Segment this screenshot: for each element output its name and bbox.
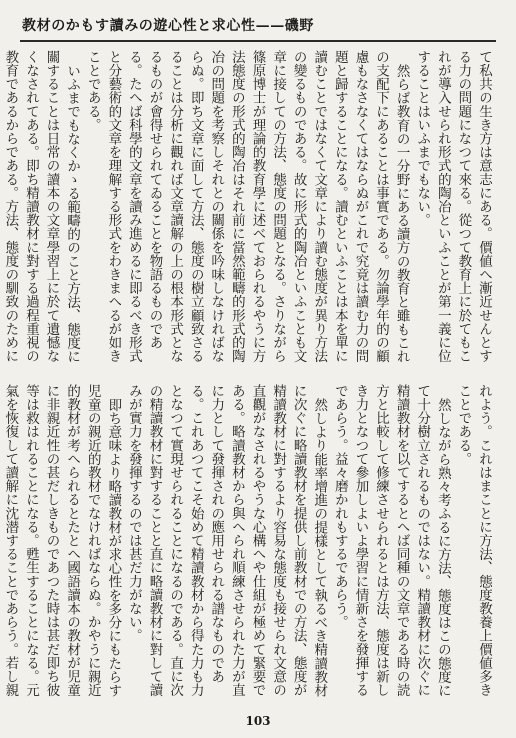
body-text	[2, 50, 494, 708]
paragraph: 然らば教育の一分野にある讀方の教育と雖もこれの支配下にあることは事實である。勿論學年的の顧慮もなさなくてはならぬがこれで究竟は讀む力の問題と歸することになる。讀むといふことは本を單に讀むことではなくて文章により讀む態度が異り方法の變るものである。故に形式的陶冶といふことも文章に接しての方法、態度の問題となる。さりながら篠原博士が理論的教育學に述べておられるやうに方法態度の形式的陶冶はそれ前に當然範疇的形式的陶冶の問題を考察しそれとの關係を吟味しなければならぬ。即ち文章に面して方法、態度の樹立顧致さるることは分析に觀れば文章讀解の上の根本形式となるものが會得せられてゐることを物語るものである。たへば科學的文章を讀み進めるに即るべき形式と分藝術的文章を理解する形式をわきまへるが如きことである。	[84, 50, 410, 363]
paragraph: いふまでもなくかゝる範疇的のこと方法、態度に關することは日常の讀本の文章學習上に於て遺憾なくなされてある。即ち精讀教材に對する過程重視の教育であるからである。方法、態度の馴致のために	[2, 50, 81, 363]
paragraph: 即ち意味より略讀教材が求心性を多分にもたらす児童の親近的教材でなければならぬ。かやうに親近的教材が考へられるとたとへ國語讀本の教材が児童に非親近性の甚だしきものであつた時は甚だ即ち彼等は救はれることになる。甦生することになる。元氣を恢復して讀解に沈潜することであらう。若し親	[2, 384, 122, 697]
paragraph: れよう。これはまことに方法、態度教養上價値多きことである。	[455, 384, 492, 697]
page-number: 103	[245, 714, 271, 728]
running-header	[22, 12, 492, 38]
top-text-block	[2, 50, 494, 376]
paragraph: て私共の生き方は意志にある。價値へ漸近せんとする力の問題になつて來る。從つて教育上に於てもこれが導入せられ形式的陶冶といふことが第一義に位することはいふまでもない。	[414, 50, 492, 363]
header-divider	[20, 40, 496, 42]
paragraph: 然しより能率增進の提樣として執るべき精讀教材に次ぐに略讀教材を提供し前教材での方法、態度が精讀教材に對するより容易な態度も接せられ文意の直觀がなされるやうな心構へや仕組が極めて緊要である。略讀教材から與へられ順練させられた力が直に力として發揮されの應用せられる譜なものである。これあつてこそ始めて精讀教材から得た力も力となつて實現せられることになるのである。直に次の精讀教材に對することと直に略讀教材に對して讀みが實力を發揮するのでは甚だ力がない。	[125, 384, 328, 697]
bottom-text-block	[2, 384, 494, 710]
paragraph: 然しながら熟々考ふるに方法、態度はこの態度にて十分樹立されるものではない。精讀教材に次ぐに精讀教材を以てするとへば同種の文章である時の読方と比較して修練させられるとは方法、態度は新しき力となつて參加しよいよ學習に情新さを發揮するであらう。益々磨かれもするであらう。	[331, 384, 451, 697]
header-title: 教材のかもす讀みの遊心性と求心性——磯野	[22, 18, 314, 34]
